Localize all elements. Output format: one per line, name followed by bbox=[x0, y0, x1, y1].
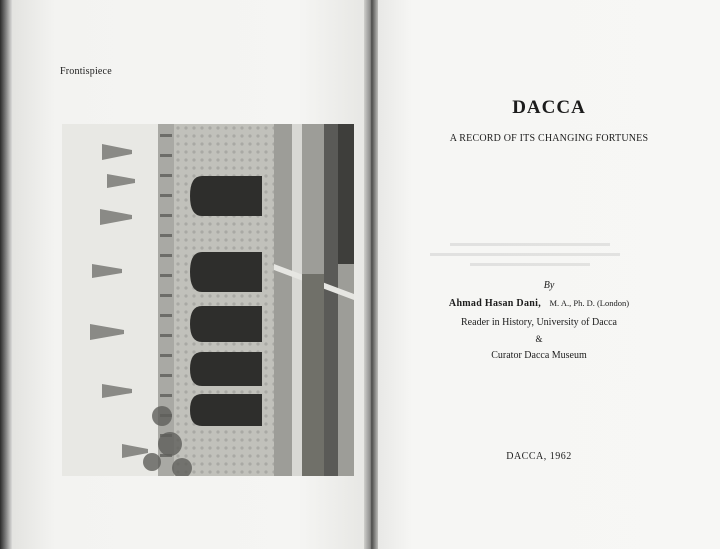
author-role-curator: Curator Dacca Museum bbox=[491, 350, 587, 361]
book-gutter bbox=[364, 0, 378, 549]
author-role-reader: Reader in History, University of Dacca bbox=[461, 317, 617, 328]
by-label: By bbox=[543, 280, 555, 291]
author-name: Ahmad Hasan Dani, bbox=[448, 298, 541, 309]
author-line bbox=[378, 298, 700, 309]
author-degrees: M. A., Ph. D. (London) bbox=[549, 298, 630, 308]
publication-place-year: DACCA, 1962 bbox=[506, 451, 572, 462]
book-subtitle: A RECORD OF ITS CHANGING FORTUNES bbox=[449, 133, 649, 144]
page-edge-shadow bbox=[0, 0, 12, 549]
ampersand: & bbox=[535, 334, 543, 344]
book-title: DACCA bbox=[512, 97, 586, 118]
mosque-photograph bbox=[62, 124, 354, 476]
show-through-text bbox=[430, 236, 630, 276]
frontispiece-label: Frontispiece bbox=[60, 66, 112, 77]
